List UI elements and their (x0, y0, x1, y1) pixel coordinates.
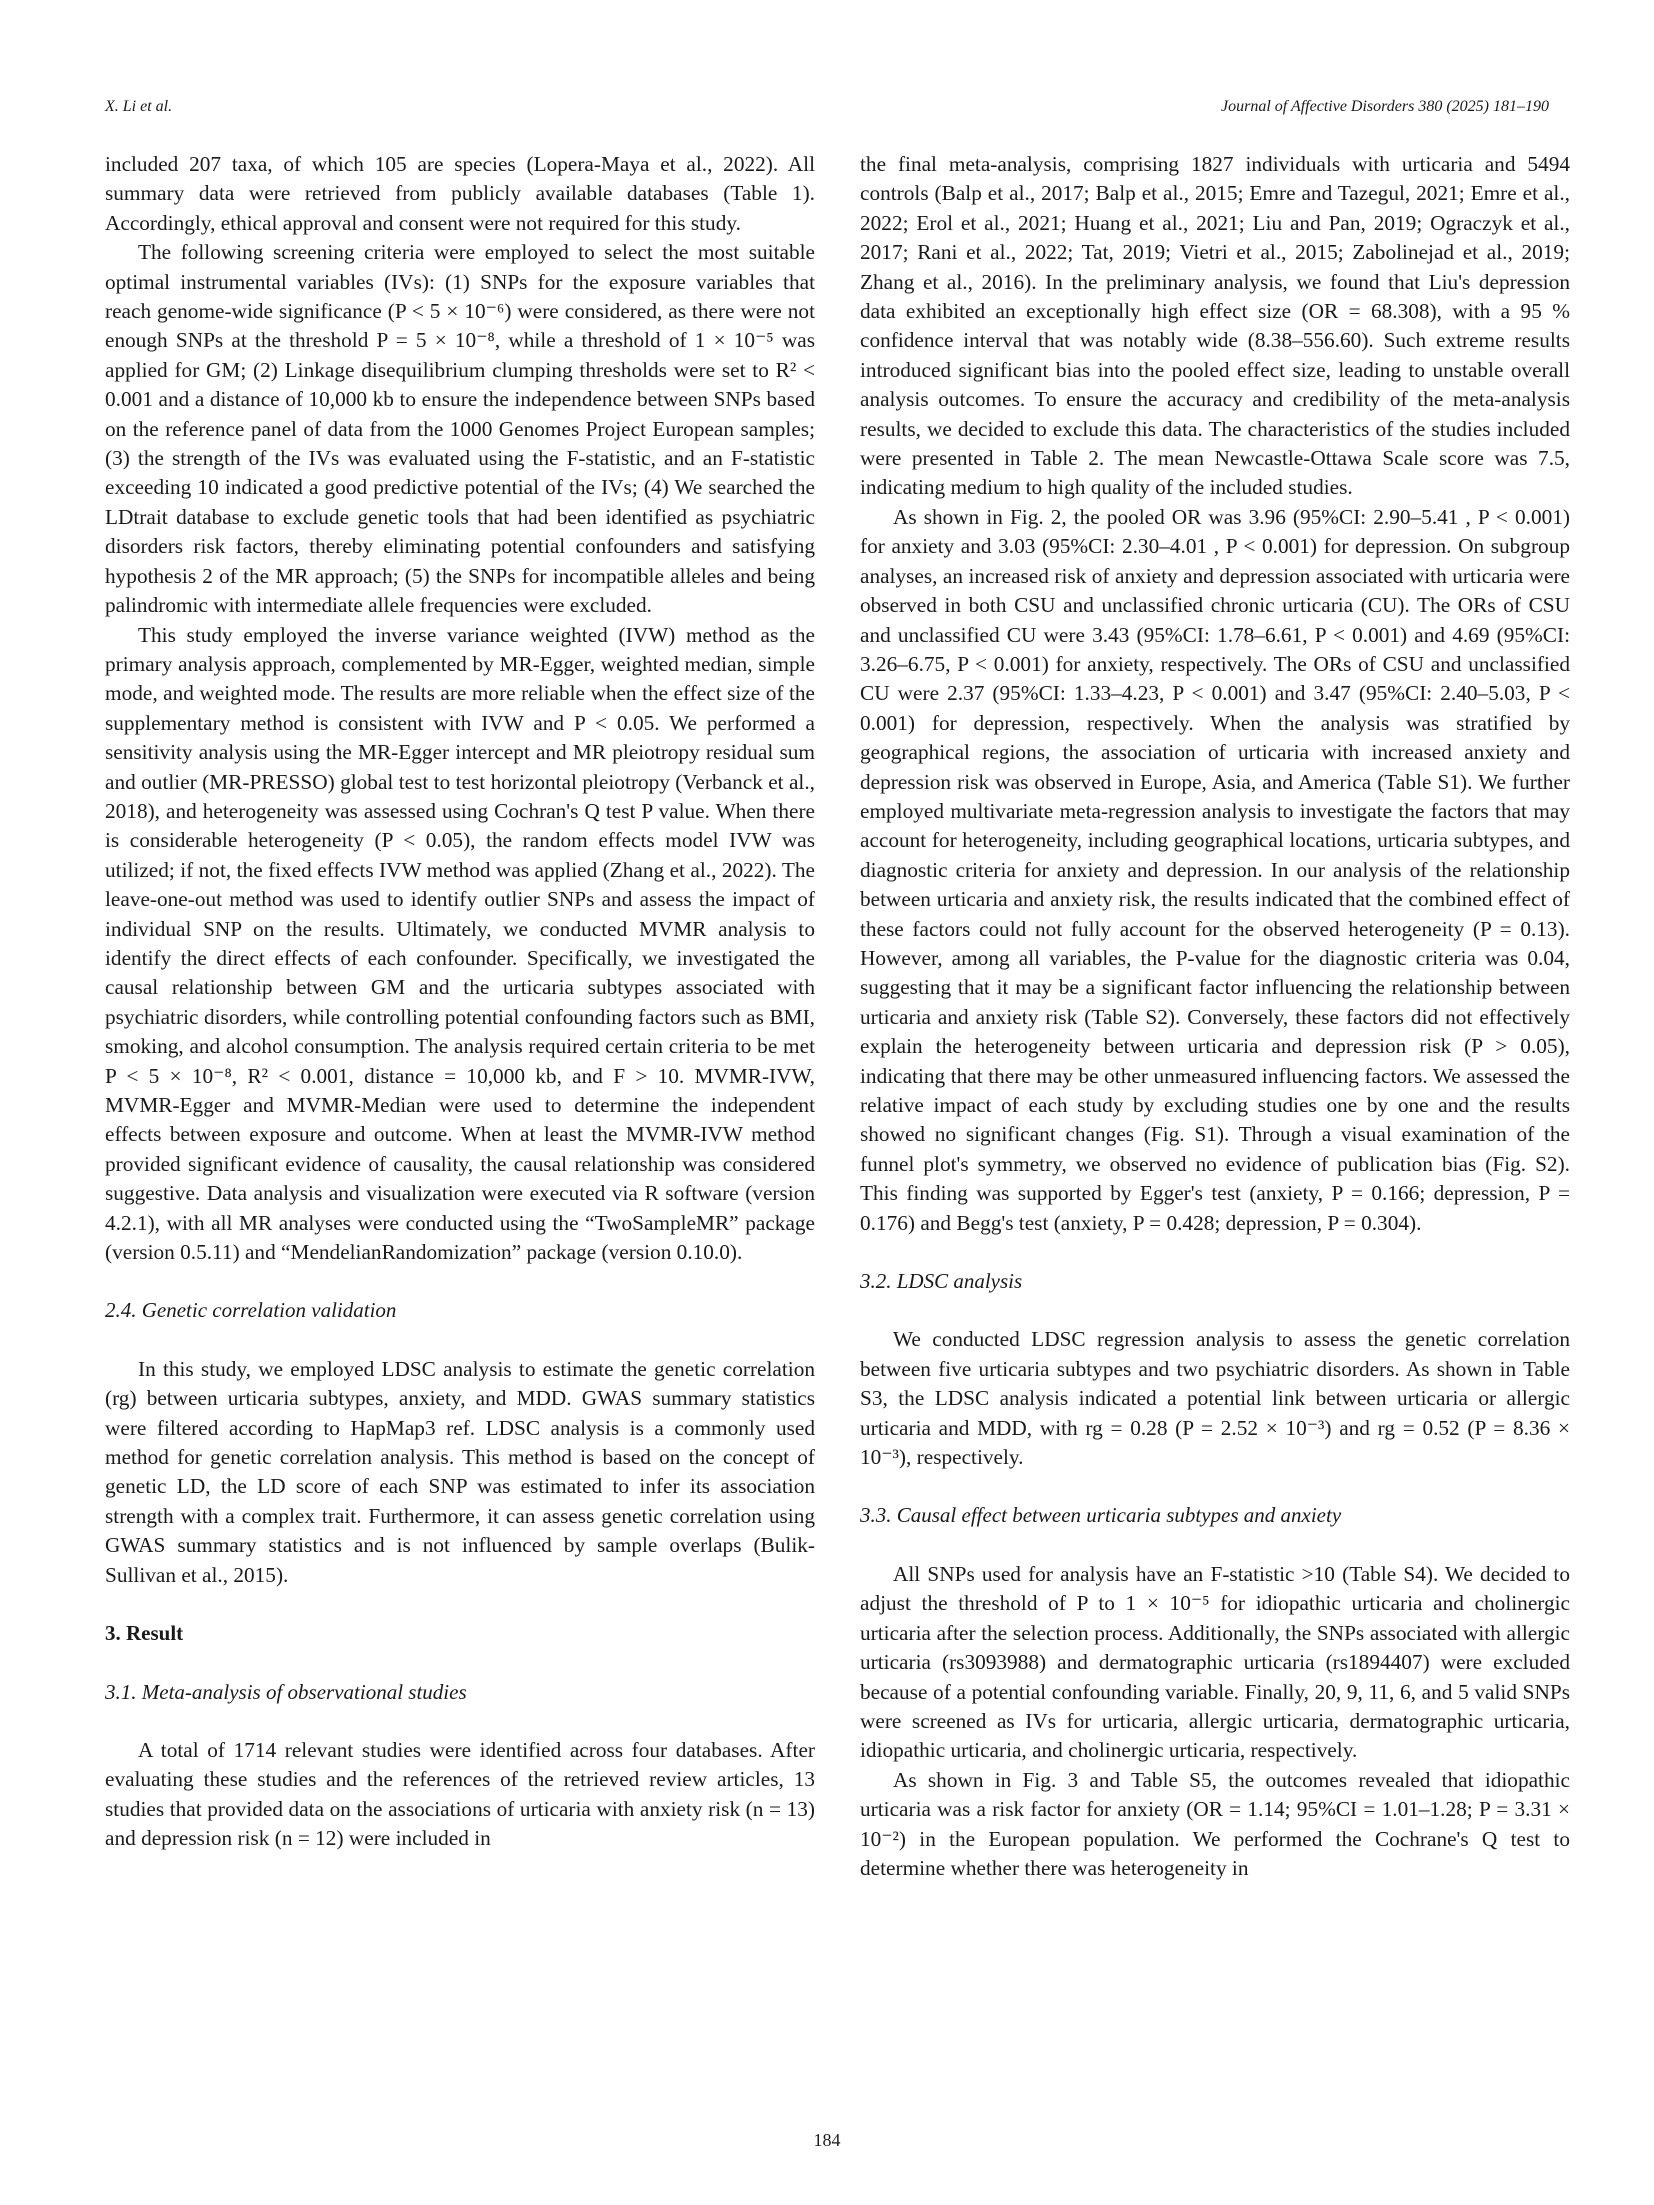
paragraph-data-sources: included 207 taxa, of which 105 are species (Lopera-Maya et al., 2022). All summary data were retrieved from publicly available databases (Table 1). Accordingly, ethical approval and consent were not required for this study. (105, 152, 815, 235)
paragraph-idiopathic-urticaria: As shown in Fig. 3 and Table S5, the outcomes revealed that idiopathic urticaria was a risk factor for anxiety (OR = 1.14; 95%CI = 1.01–1.28; P = 3.31 × 10⁻²) in the European population. We performed the Cochrane's Q test to determine whether there was heterogeneity in (860, 1767, 1570, 1880)
paragraph-meta-analysis-studies: the final meta-analysis, comprising 1827 individuals with urticaria and 5494 controls (Balp et al., 2017; Balp et al., 2015; Emre and Tazegul, 2021; Emre et al., 2022; Erol et al., 2021; Huang et al., 2021; Liu and Pan, 2019; Ograczyk et al., 2017; Rani et al., 2022; Tat, 2019; Vietri et al., 2015; Zabolinejad et al., 2019; Zhang et al., 2016). In the preliminary analysis, we found that Liu's depression data exhibited an exceptionally high effect size (OR = 68.308), with a 95 % confidence interval that was notably wide (8.38–556.60). Such extreme results introduced significant bias into the pooled effect size, leading to unstable overall analysis outcomes. To ensure the accuracy and credibility of the meta-analysis results, we decided to exclude this data. The characteristics of the studies included were presented in Table 2. The mean Newcastle-Ottawa Scale score was 7.5, indicating medium to high quality of the included studies. (860, 152, 1570, 500)
paragraph-ldsc-results: We conducted LDSC regression analysis to assess the genetic correlation between five urticaria subtypes and two psychiatric disorders. As shown in Table S3, the LDSC analysis indicated a potential link between urticaria or allergic urticaria and MDD, with rg = 0.28 (P = 2.52 × 10⁻³) and rg = 0.52 (P = 8.36 × 10⁻³), respectively. (860, 1327, 1570, 1470)
paragraph-snp-selection: All SNPs used for analysis have an F-statistic >10 (Table S4). We decided to adjust the threshold of P to 1 × 10⁻⁵ for idiopathic urticaria and cholinergic urticaria after the selection process. Additionally, the SNPs associated with allergic urticaria (rs3093988) and dermatographic urticaria (rs1894407) were excluded because of a potential confounding variable. Finally, 20, 9, 11, 6, and 5 valid SNPs were screened as IVs for urticaria, allergic urticaria, dermatographic urticaria, idiopathic urticaria, and cholinergic urticaria, respectively. (860, 1561, 1570, 1763)
paragraph-ldsc-method: In this study, we employed LDSC analysis to estimate the genetic correlation (rg) between urticaria subtypes, anxiety, and MDD. GWAS summary statistics were filtered according to HapMap3 ref. LDSC analysis is a commonly used method for genetic correlation analysis. This method is based on the concept of genetic LD, the LD score of each SNP was estimated to infer its association strength with a complex trait. Furthermore, it can assess genetic correlation using GWAS summary statistics and is not influenced by sample overlaps (Bulik-Sullivan et al., 2015). (105, 1356, 815, 1587)
right-column (860, 150, 1570, 1883)
section-heading-3: 3. Result (105, 1621, 184, 1646)
paragraph-meta-analysis-intro: A total of 1714 relevant studies were identified across four databases. After evaluating these studies and the references of the retrieved review articles, 13 studies that provided data on the associations of urticaria with anxiety risk (n = 13) and depression risk (n = 12) were included in (105, 1737, 815, 1851)
paragraph-ivw-method: This study employed the inverse variance weighted (IVW) method as the primary analysis approach, complemented by MR-Egger, weighted median, simple mode, and weighted mode. The results are more reliable when the effect size of the supplementary method is consistent with IVW and P < 0.05. We performed a sensitivity analysis using the MR-Egger intercept and MR pleiotropy residual sum and outlier (MR-PRESSO) global test to test horizontal pleiotropy (Verbanck et al., 2018), and heterogeneity was assessed using Cochran's Q test P value. When there is considerable heterogeneity (P < 0.05), the random effects model IVW was utilized; if not, the fixed effects IVW method was applied (Zhang et al., 2022). The leave-one-out method was used to identify outlier SNPs and assess the impact of individual SNP on the results. Ultimately, we conducted MVMR analysis to identify the direct effects of each confounder. Specifically, we investigated the causal relationship between GM and the urticaria subtypes associated with psychiatric disorders, while controlling potential confounding factors such as BMI, smoking, and alcohol consumption. The analysis required certain criteria to be met P < 5 × 10⁻⁸, R² < 0.001, distance = 10,000 kb, and F > 10. MVMR-IVW, MVMR-Egger and MVMR-Median were used to determine the independent effects between exposure and outcome. When at least the MVMR-IVW method provided significant evidence of causality, the causal relationship was considered suggestive. Data analysis and visualization were executed via R software (version 4.2.1), with all MR analyses were conducted using the “TwoSampleMR” package (version 0.5.11) and “MendelianRandomization” package (version 0.10.0). (105, 622, 815, 1265)
paragraph-pooled-or: As shown in Fig. 2, the pooled OR was 3.96 (95%CI: 2.90–5.41 , P < 0.001) for anxiety and 3.03 (95%CI: 2.30–4.01 , P < 0.001) for depression. On subgroup analyses, an increased risk of anxiety and depression associated with urticaria were observed in both CSU and unclassified chronic urticaria (CU). The ORs of CSU and unclassified CU were 3.43 (95%CI: 1.78–6.61, P < 0.001) and 4.69 (95%CI: 3.26–6.75, P < 0.001) for anxiety, respectively. The ORs of CSU and unclassified CU were 2.37 (95%CI: 1.33–4.23, P < 0.001) and 3.47 (95%CI: 2.40–5.03, P < 0.001) for depression, respectively. When the analysis was stratified by geographical regions, the association of urticaria with increased anxiety and depression risk was observed in Europe, Asia, and America (Table S1). We further employed multivariate meta-regression analysis to investigate the factors that may account for heterogeneity, including geographical locations, urticaria subtypes, and diagnostic criteria for anxiety and depression. In our analysis of the relationship between urticaria and anxiety risk, the results indicated that the combined effect of these factors could not fully account for the observed heterogeneity (P = 0.13). However, among all variables, the P-value for the diagnostic criteria was 0.04, suggesting that it may be a significant factor influencing the relationship between urticaria and anxiety risk (Table S2). Conversely, these factors did not effectively explain the heterogeneity between urticaria and depression risk (P > 0.05), indicating that there may be other unmeasured influencing factors. We assessed the relative impact of each study by excluding studies one by one and the results showed no significant changes (Fig. S1). Through a visual examination of the funnel plot's symmetry, we observed no evidence of publication bias (Fig. S2). This finding was supported by Egger's test (anxiety, P = 0.166; depression, P = 0.176) and Begg's test (anxiety, P = 0.428; depression, P = 0.304). (860, 504, 1570, 1235)
section-heading-3-1: 3.1. Meta-analysis of observational studies (105, 1679, 467, 1704)
journal-citation: Journal of Affective Disorders 380 (2025) 181–190 (1221, 98, 1549, 115)
section-heading-3-3: 3.3. Causal effect between urticaria subtypes and anxiety (860, 1503, 1342, 1528)
section-heading-3-2: 3.2. LDSC analysis (860, 1269, 1023, 1294)
section-heading-2-4: 2.4. Genetic correlation validation (105, 1298, 397, 1323)
paragraph-iv-criteria: The following screening criteria were employed to select the most suitable optimal instrumental variables (IVs): (1) SNPs for the exposure variables that reach genome-wide significance (P < 5 × 10⁻⁶) were considered, as there were not enough SNPs at the threshold P = 5 × 10⁻⁸, while a threshold of 1 × 10⁻⁵ was applied for GM; (2) Linkage disequilibrium clumping thresholds were set to R² < 0.001 and a distance of 10,000 kb to ensure the independence between SNPs based on the reference panel of data from the 1000 Genomes Project European samples; (3) the strength of the IVs was evaluated using the F-statistic, and an F-statistic exceeding 10 indicated a good predictive potential of the IVs; (4) We searched the LDtrait database to exclude genetic tools that had been identified as psychiatric disorders risk factors, thereby eliminating potential confounders and satisfying hypothesis 2 of the MR approach; (5) the SNPs for incompatible alleles and being palindromic with intermediate allele frequencies were excluded. (105, 240, 815, 618)
running-author: X. Li et al. (105, 98, 173, 115)
page-number: 184 (813, 2130, 841, 2150)
left-column (105, 150, 815, 1854)
